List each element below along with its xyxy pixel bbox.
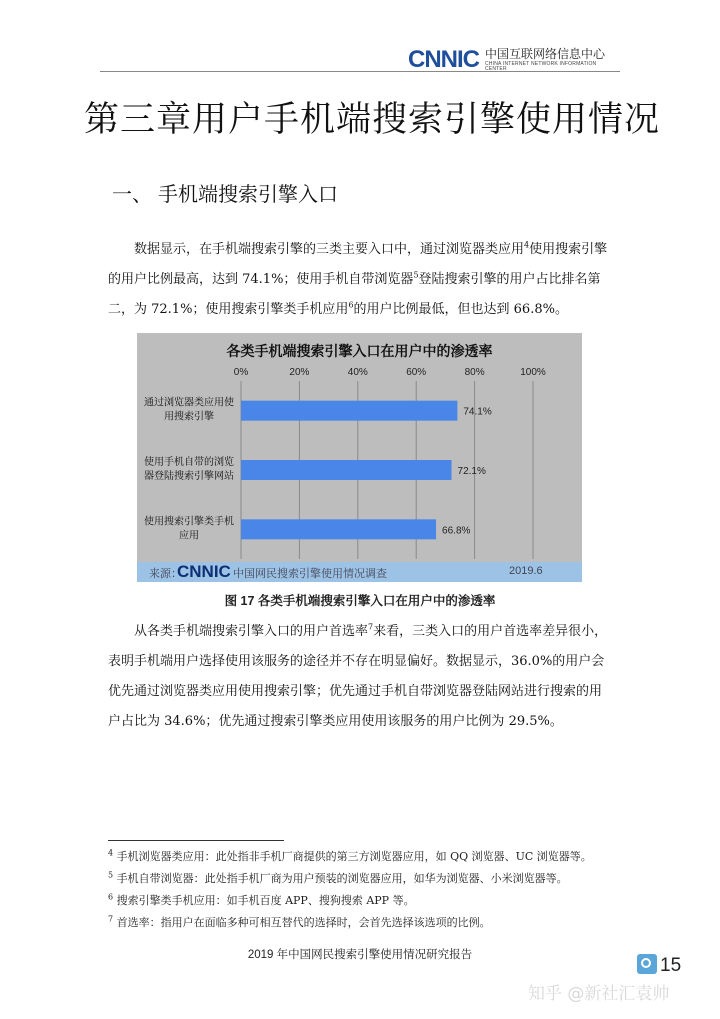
footnote-text: 搜索引擎类手机应用：如手机百度 APP、搜狗搜索 APP 等。: [116, 894, 415, 907]
footnote-num: 5: [108, 870, 114, 880]
footnote-ref-5: 5: [413, 270, 419, 280]
para2-text-1: 从各类手机端搜索引擎入口的用户首选率: [134, 624, 369, 639]
cnnic-header-logo: [408, 47, 618, 73]
category-label: [144, 514, 234, 541]
footnote-7: [108, 912, 628, 934]
footnote-ref-4: 4: [524, 240, 530, 250]
footnotes: [108, 846, 628, 934]
x-tick-label: 0%: [233, 367, 249, 378]
category-label: [144, 396, 234, 423]
bar: [241, 460, 452, 480]
footnote-rule: [108, 840, 284, 841]
category-label-line: 通过浏览器类应用使: [144, 397, 234, 409]
chart-source-logo: CNNIC: [177, 562, 231, 581]
paragraph-2: [108, 617, 613, 737]
cnnic-org-name: [485, 48, 618, 72]
zhihu-watermark: 知乎 @新社汇袁帅: [528, 984, 670, 1004]
footnote-5: [108, 868, 628, 890]
footnote-text: 首选率：指用户在面临多种可相互替代的选择时，会首先选择该选项的比例。: [116, 916, 491, 929]
search-magnifier-icon: [637, 954, 657, 974]
header-rule: [100, 71, 620, 72]
section-heading: [112, 178, 338, 207]
x-tick-label: 80%: [464, 367, 485, 378]
chart-source-label: 来源：: [149, 568, 182, 580]
chart-source-survey: 中国网民搜索引擎使用情况调查: [233, 568, 387, 580]
category-label: [144, 455, 234, 482]
para1-text-3: 登陆搜索引擎的用户占比排名第二，为 72.1%；使用搜索引擎类手机应用: [108, 272, 601, 317]
penetration-chart: [137, 333, 582, 582]
cnnic-logo-word: CNNIC: [408, 46, 479, 73]
category-label-line: 使用搜索引擎类手机: [144, 516, 234, 528]
chapter-title: 第三章用户手机端搜索引擎使用情况: [84, 100, 661, 140]
x-tick-label: 20%: [289, 367, 310, 378]
footnote-num: 7: [108, 914, 114, 924]
org-name-cn: 中国互联网络信息中心: [485, 47, 606, 61]
footnote-num: 6: [108, 892, 114, 902]
footnote-num: 4: [108, 848, 114, 858]
footnote-ref-7: 7: [368, 622, 374, 632]
para2-text-2: 来看，三类入口的用户首选率差异很小，表明手机端用户选择使用该服务的途径并不存在明显偏好。数据显示，36.0%的用户会优先通过浏览器类应用使用搜索引擎；优先通过手机自带浏览器登陆网站进行搜索的用户占比为 34.6%；优先通过搜索引擎类应用使用该服务的用户比例为 29.5%。: [108, 624, 608, 729]
footnote-6: [108, 890, 628, 912]
footnote-4: [108, 846, 628, 868]
bar-value-label: 74.1%: [463, 406, 492, 418]
category-label-line: 器登陆搜索引擎网站: [144, 471, 234, 482]
category-label-line: 用搜索引擎: [164, 411, 214, 423]
bar-value-label: 72.1%: [457, 466, 486, 477]
bar-value-label: 66.8%: [442, 525, 471, 537]
section-title: 手机端搜索引擎入口: [158, 182, 338, 206]
figure-caption: 图 17 各类手机端搜索引擎入口在用户中的渗透率: [224, 594, 496, 608]
chart-title: 各类手机端搜索引擎入口在用户中的渗透率: [226, 343, 493, 359]
page-number: 15: [660, 955, 682, 976]
chart-source-bar: [137, 562, 582, 582]
report-footer-title: 2019 年中国网民搜索引擎使用情况研究报告: [247, 949, 473, 961]
bar: [241, 401, 457, 421]
chart-svg: [137, 333, 582, 562]
footnote-ref-6: 6: [348, 300, 354, 310]
bar: [241, 519, 436, 539]
footnote-text: 手机浏览器类应用：此处指非手机厂商提供的第三方浏览器应用，如 QQ 浏览器、UC 浏览器等。: [116, 850, 592, 863]
x-tick-label: 100%: [520, 367, 546, 378]
para1-text-2: 使用搜索引擎的用户比例最高，达到 74.1%；使用手机自带浏览器: [108, 242, 608, 287]
x-tick-label: 60%: [406, 367, 427, 378]
paragraph-1: [108, 235, 613, 325]
org-name-en: CHINA INTERNET NETWORK INFORMATION CENTER: [485, 61, 597, 72]
para1-text-4: 的用户比例最低，但也达到 66.8%。: [353, 302, 568, 317]
x-tick-label: 40%: [347, 367, 368, 378]
category-label-line: 使用手机自带的浏览: [144, 457, 234, 468]
footnote-text: 手机自带浏览器：此处指手机厂商为用户预装的浏览器应用，如华为浏览器、小米浏览器等。: [116, 872, 568, 885]
category-label-line: 应用: [179, 530, 199, 542]
section-number: 一、: [112, 182, 152, 206]
chart-source-date: 2019.6: [509, 565, 543, 577]
para1-text-1: 数据显示，在手机端搜索引擎的三类主要入口中，通过浏览器类应用: [134, 242, 525, 257]
